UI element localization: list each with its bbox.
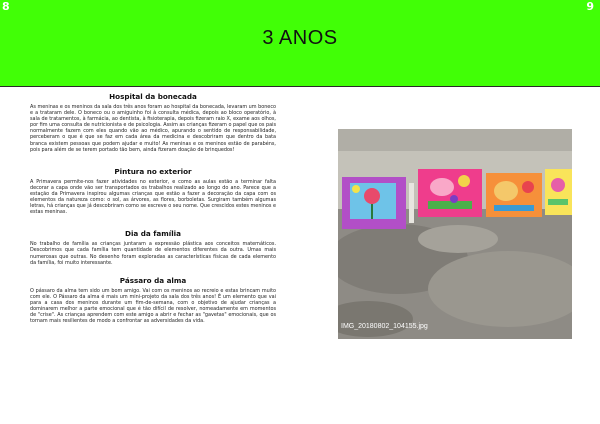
header-banner [0,0,600,87]
child-drawing-3 [486,173,542,217]
section-passaro [30,276,276,325]
section-pintura [30,167,276,216]
child-drawing-4 [545,169,572,215]
section-body: A Primavera permite-nos fazer atividades no exterior, e como as aulas estão a terminar falta decorar a capa onde vão ser transportados os trabalhos realizado ao longo do ano. Parece que a estação da Primavera inspirou algumas crianças que estão a fazer a decoração da capa com os elementos da natureza como: o sol, as árvores, as flores, borboletas. Surgiram também algumas letras, há crianças que já descobriram como se escreve o seu nome. Que crescidos estes meninos e estas meninas. [30,178,276,216]
photo-caption: IMG_20180802_104155.jpg [341,323,428,330]
section-hospital [30,92,276,153]
section-title: Pintura no exterior [114,166,192,176]
child-drawing-2 [418,169,482,217]
section-body: As meninas e os meninos da sala dos três anos foram ao hospital da bonecada, levaram um boneco e a trataram dele. O boneco ou o amiguinho foi à consulta médica, depois ao bloco operatório, à sala de tratamentos, à farmácia, ao dentista, à fisioterapia, depois fizeram raio X, exame aos olhos, por fim uma consulta de nutricionista e de psicologia. Assim as crianças fizeram o papel que os pais normalmente fazem com eles quando vão ao médico, apurando o sentido de responsabilidade, perceberam o que é que se faz em cada área da medicina e descobriram que dentro da bata branca existem pessoas que podem ajudar e muito! As meninas e os meninos estão de parabéns, pois para além de se terem portado tão bem, ainda fizeram doação de brinquedos! [30,104,276,153]
section-familia [30,229,276,265]
section-title: Dia da família [125,229,181,239]
artwork-photo [338,129,572,339]
page-title: 3 ANOS [262,27,338,49]
child-drawing-1 [342,177,406,229]
section-title: Pássaro da alma [119,275,187,285]
section-body: O pássaro da alma tem sido um bom amigo. Vai com os meninos ao recreio e estas brincam muito com ele. O Pássaro da alma é mais um mini-projeto da sala dos três anos! É um elemento que vai para a casa dos meninos durante um fim-de-semana, com o objetivo de ajudar crianças a dominarem melhor a parte emocional que é tão difícil de resolver, nomeadamente em momentos de "crise". As crianças aprendem com este amigo a abrir e fechar as "gavetas" emocionais, que os tornam mais resilientes de modo a confrontar as adversidades da vida. [30,287,276,325]
section-title: Hospital da bonecada [109,92,197,101]
page-number-left: 8 [2,0,10,13]
article-column [30,90,276,330]
page-number-right: 9 [586,0,594,13]
section-body: No trabalho de família as crianças juntaram a expressão plástica aos conceitos matemáticos. Descobrimos que cada família tem quantidade de elementos diferentes da outra. Umas mais numerosas que outras. No desenho foram exploradas as características físicas de cada elemento da família, foi muito interessante. [30,241,276,266]
